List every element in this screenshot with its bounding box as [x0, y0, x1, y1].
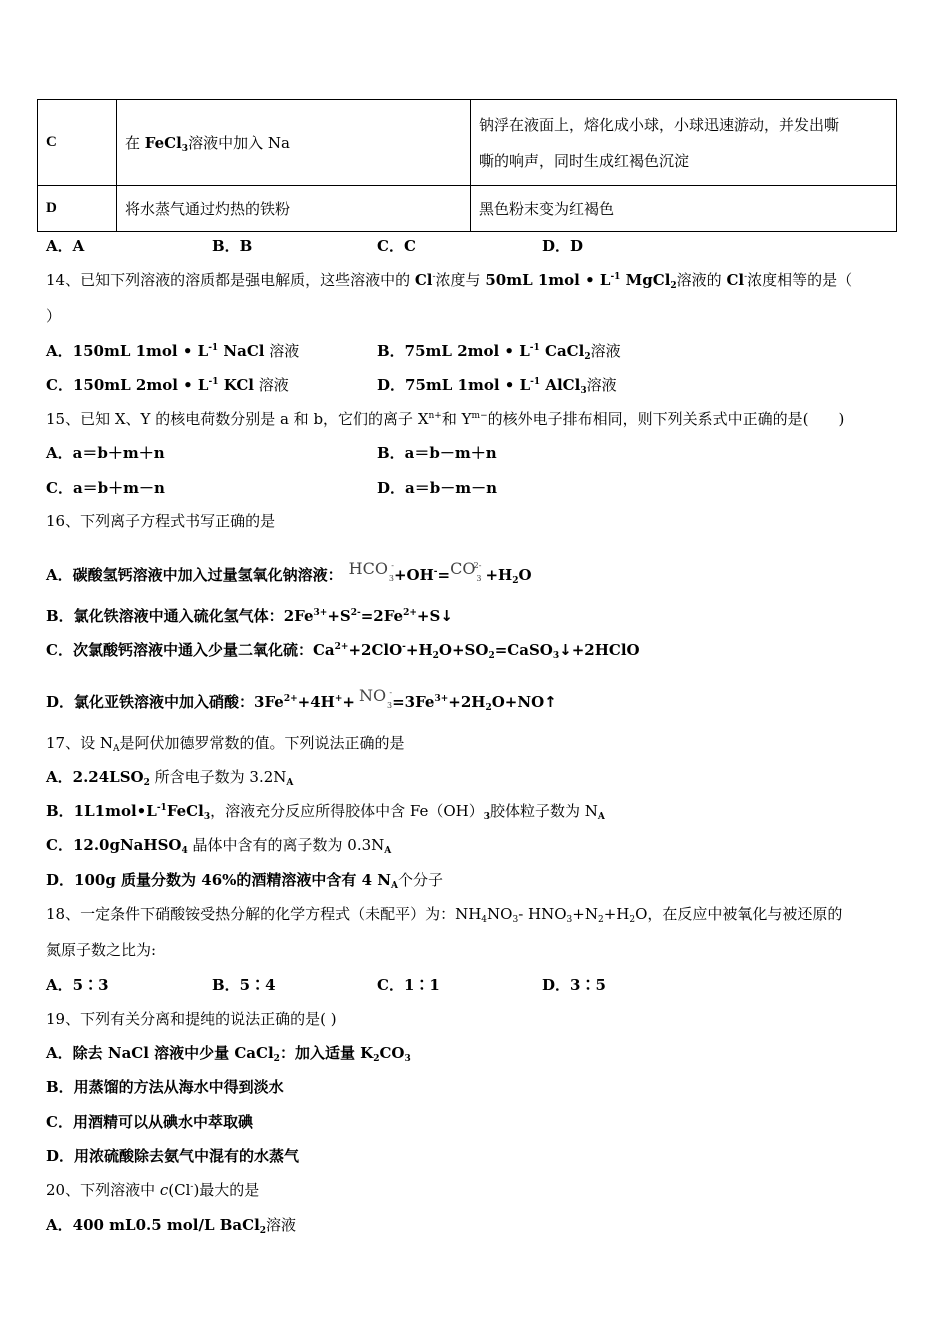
question-16-stem: 16、下列离子方程式书写正确的是 [46, 512, 276, 530]
option-b: B．5∶4 [212, 976, 276, 994]
option-a: A．A [46, 237, 85, 255]
option-c: C．次氯酸钙溶液中通入少量二氧化硫：$Ca^{2+}+2ClO^-+H_2O+SO_2=CaSO_3↓+2HClO$ [46, 641, 640, 661]
option-b: B．a＝b－m＋n [377, 444, 497, 462]
question-18-stem: 18、一定条件下硝酸铵受热分解的化学方程式（未配平）为：$NH_4NO_3-$ $HNO_3+N_2+H_2O$，在反应中被氧化与被还原的 [46, 905, 843, 925]
options-table [37, 99, 897, 232]
option-a: A．150mL 1mol • $L^{-1}$ NaCl 溶液 [46, 342, 300, 360]
option-b: B．B [212, 237, 253, 255]
option-b: B．用蒸馏的方法从海水中得到淡水 [46, 1078, 284, 1096]
option-a: A．除去 NaCl 溶液中少量 CaCl$_2$：加入适量 $K_2CO_3$ [46, 1044, 411, 1064]
question-20-stem: 20、下列溶液中 c(Cl-)最大的是 [46, 1181, 260, 1199]
question-14-stem: 14、已知下列溶液的溶质都是强电解质，这些溶液中的 Cl-浓度与 50mL 1mol • $L^{-1}$ MgCl$_2$溶液的 Cl-浓度相等的是（ [46, 271, 853, 291]
option-c: C．150mL 2mol • $L^{-1}$ KCl 溶液 [46, 376, 289, 394]
option-d: D．氯化亚铁溶液中加入硝酸：$3Fe^{2+}+4H^++$ NO - 3 $=3Fe^{3+}+2H_2O+NO↑$ [46, 686, 557, 713]
bicarbonate-ion: HCO - 3 [348, 559, 394, 583]
option-c: C．12.0gNaHSO$_4$ 晶体中含有的离子数为 $0.3N_A$ [46, 836, 392, 856]
option-c: C．用酒精可以从碘水中萃取碘 [46, 1113, 253, 1131]
option-b: B．75mL 2mol • $L^{-1}$ CaCl$_2$溶液 [377, 342, 621, 362]
option-d: D．D [542, 237, 584, 255]
row-result: 钠浮在液面上，熔化成小球，小球迅速游动，并发出嘶 嘶的响声，同时生成红褐色沉淀 [471, 100, 897, 186]
option-d: D．75mL 1mol • $L^{-1}$ AlCl$_3$溶液 [377, 376, 617, 396]
option-d: D．3∶5 [542, 976, 606, 994]
option-b: B．氯化铁溶液中通入硫化氢气体：$2Fe^{3+}+S^{2-}=2Fe^{2+}+S↓$ [46, 607, 453, 625]
option-d: D．100g 质量分数为 46%的酒精溶液中含有 4 $N_A$个分子 [46, 871, 443, 891]
option-d: D．用浓硫酸除去氨气中混有的水蒸气 [46, 1147, 300, 1165]
row-operation: 将水蒸气通过灼热的铁粉 [117, 186, 471, 232]
row-operation: 在 FeCl$_3$溶液中加入 Na [117, 100, 471, 186]
row-result: 黑色粉末变为红褐色 [471, 186, 897, 232]
question-14-stem-cont: ） [46, 307, 62, 325]
option-a: A．碳酸氢钙溶液中加入过量氢氧化钠溶液： HCO - 3 +OH-=CO 2- 3 $+H_2O$ [46, 559, 532, 586]
option-c: C．C [377, 237, 416, 255]
option-d: D．a＝b－m－n [377, 479, 497, 497]
option-a: A．5∶3 [46, 976, 109, 994]
question-15-stem: 15、已知 X、Y 的核电荷数分别是 a 和 b，它们的离子 $X^{n+}$和 $Y^{m-}$的核外电子排布相同，则下列关系式中正确的是( ) [46, 410, 845, 428]
option-c: C．a＝b＋m－n [46, 479, 165, 497]
option-a: A．a＝b＋m＋n [46, 444, 165, 462]
question-18-stem-cont: 氮原子数之比为: [46, 941, 157, 959]
row-label: C [38, 100, 117, 186]
option-a: A．$2.24LSO_2$ 所含电子数为 $3.2N_A$ [46, 768, 294, 788]
question-17-stem: 17、设 $N_A$是阿伏加德罗常数的值。下列说法正确的是 [46, 734, 405, 754]
question-19-stem: 19、下列有关分离和提纯的说法正确的是( ) [46, 1010, 337, 1028]
carbonate-ion: CO 2- 3 [450, 559, 482, 583]
option-b: B．$1L1mol•L^{-1}FeCl_3$，溶液充分反应所得胶体中含 $Fe(OH)_3$胶体粒子数为 $N_A$ [46, 802, 605, 822]
table-row [38, 186, 897, 232]
row-label: D [38, 186, 117, 232]
option-c: C．1∶1 [377, 976, 440, 994]
option-a: A．400 mL0.5 mol/L BaCl$_2$溶液 [46, 1216, 297, 1236]
nitrate-ion: NO - 3 [358, 686, 393, 710]
table-row [38, 100, 897, 186]
